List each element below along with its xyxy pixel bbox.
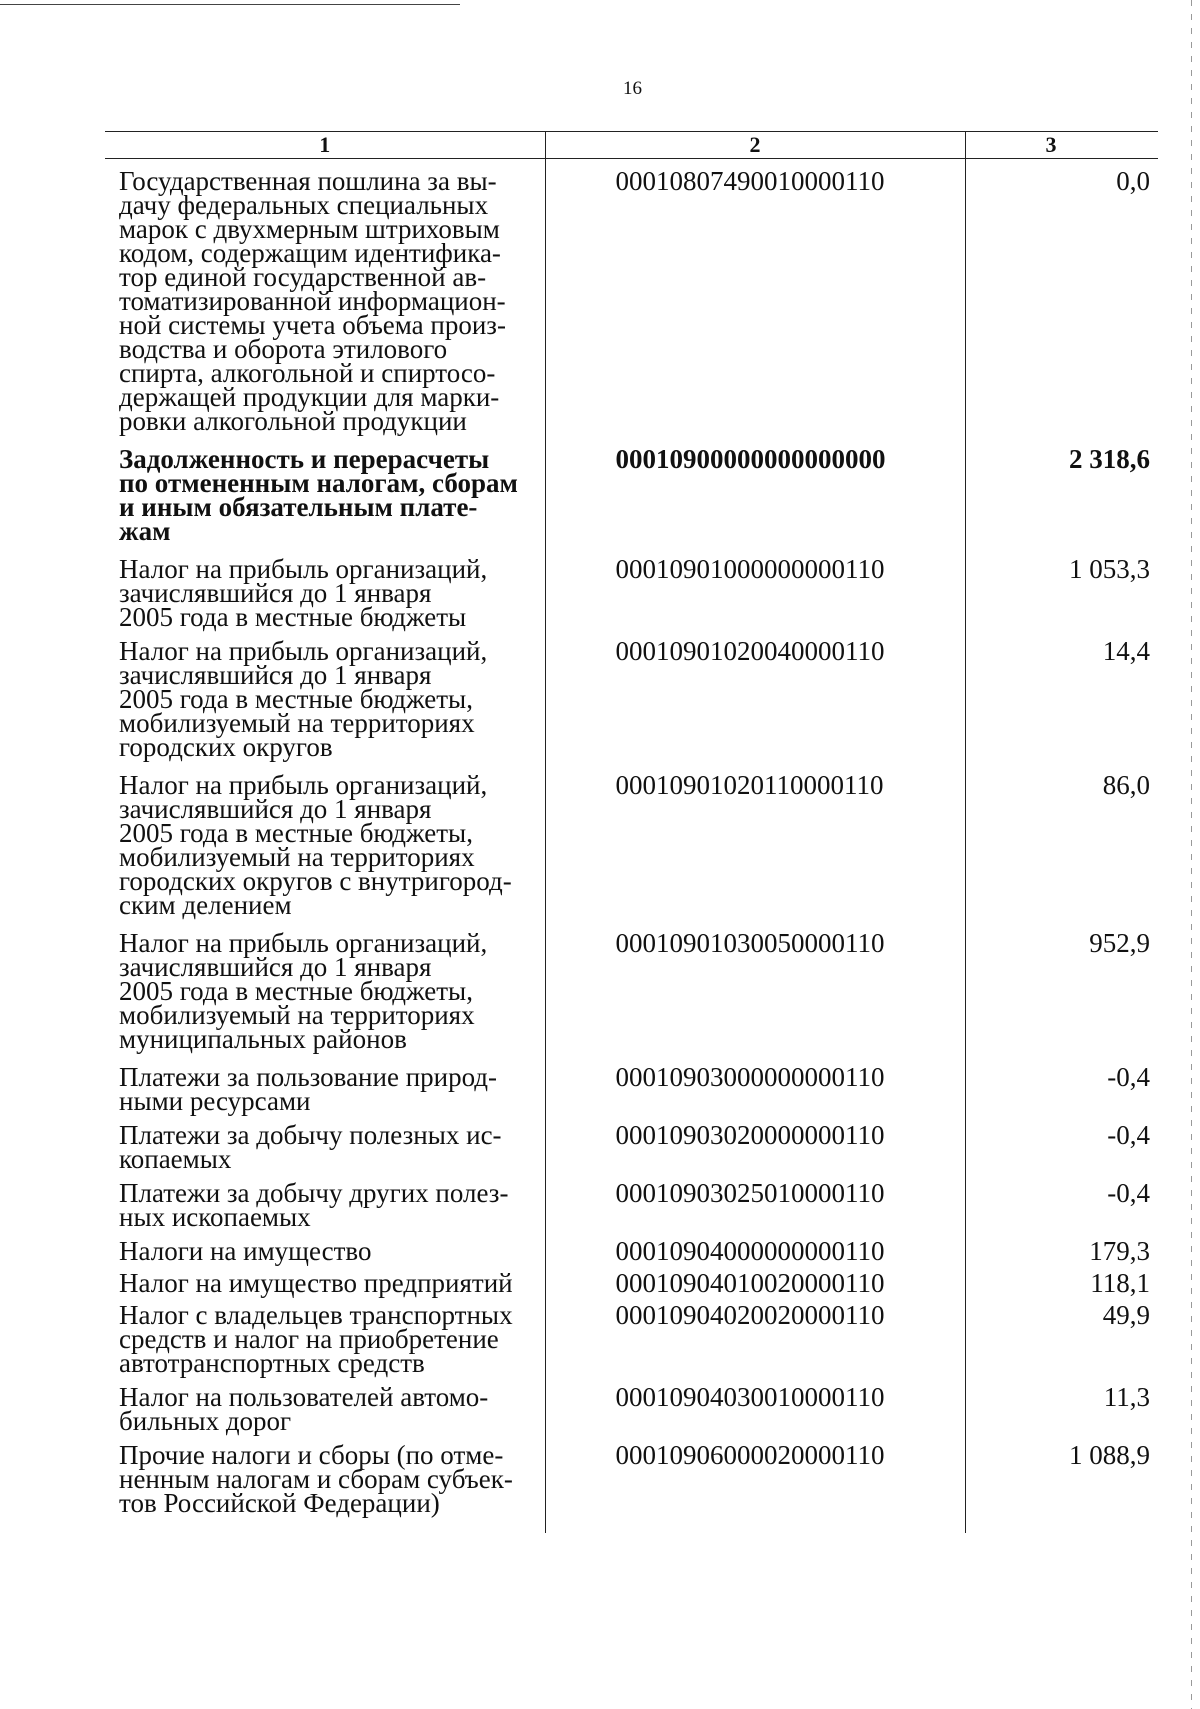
row-name-line: копаемых bbox=[119, 1144, 232, 1174]
row-name-line: муниципальных районов bbox=[119, 1024, 407, 1054]
row-name-cell bbox=[105, 1300, 545, 1385]
row-name-line: зачислявшийся до 1 января bbox=[119, 660, 432, 690]
row-value-cell: 0,0 bbox=[1116, 166, 1150, 196]
row-name-cell bbox=[105, 159, 545, 448]
row-name-line: зачислявшийся до 1 января bbox=[119, 794, 432, 824]
row-name-line: ной системы учета объема произ- bbox=[119, 310, 506, 340]
row-value-cell: 118,1 bbox=[1090, 1268, 1150, 1298]
row-name-cell bbox=[105, 554, 545, 639]
table-row bbox=[105, 931, 1158, 1065]
row-name-line: Налог на прибыль организаций, bbox=[119, 770, 488, 800]
table-row bbox=[105, 159, 1158, 448]
row-value-cell: 49,9 bbox=[1102, 1300, 1150, 1330]
table-row bbox=[105, 1303, 1158, 1385]
row-name-cell bbox=[105, 1236, 545, 1271]
row-code-cell: 00010901020040000110 bbox=[545, 639, 965, 773]
table-row bbox=[105, 773, 1158, 931]
table-row bbox=[105, 1181, 1158, 1239]
row-name-line: ровки алкогольной продукции bbox=[119, 406, 467, 436]
row-name-line: ским делением bbox=[119, 890, 292, 920]
row-name-line: Платежи за добычу других полез- bbox=[119, 1178, 509, 1208]
row-code-cell: 00010807490010000110 bbox=[545, 159, 965, 448]
row-name-line: тор единой государственной ав- bbox=[119, 262, 487, 292]
row-code-cell: 00010901000000000110 bbox=[545, 557, 965, 639]
row-name-line: жам bbox=[119, 516, 171, 546]
row-name-line: бильных дорог bbox=[119, 1406, 292, 1436]
row-name-line: ных ископаемых bbox=[119, 1202, 311, 1232]
row-name-line: Налог на прибыль организаций, bbox=[119, 554, 488, 584]
row-code-cell: 00010901020110000110 bbox=[545, 773, 965, 931]
row-name-line: кодом, содержащим идентифика- bbox=[119, 238, 501, 268]
row-name-line: Налоги на имущество bbox=[119, 1236, 372, 1266]
row-name-line: автотранспортных средств bbox=[119, 1348, 425, 1378]
table-row bbox=[105, 1385, 1158, 1443]
table-row bbox=[105, 1271, 1158, 1303]
table-row bbox=[105, 1443, 1158, 1533]
row-name-line: томатизированной информацион- bbox=[119, 286, 506, 316]
row-name-line: зачислявшийся до 1 января bbox=[119, 952, 432, 982]
row-name-line: мобилизуемый на территориях bbox=[119, 842, 475, 872]
row-name-line: дачу федеральных специальных bbox=[119, 190, 489, 220]
row-name-line: Налог на имущество предприятий bbox=[119, 1268, 513, 1298]
row-value-cell: -0,4 bbox=[1107, 1062, 1150, 1092]
row-value-cell: -0,4 bbox=[1107, 1178, 1150, 1208]
table-row bbox=[105, 1239, 1158, 1271]
row-name-line: Платежи за добычу полезных ис- bbox=[119, 1120, 502, 1150]
row-name-line: мобилизуемый на территориях bbox=[119, 708, 475, 738]
row-value-cell: -0,4 bbox=[1107, 1120, 1150, 1150]
scan-edge-top-line bbox=[0, 4, 460, 5]
row-name-cell bbox=[105, 1120, 545, 1181]
row-name-line: тов Российской Федерации) bbox=[119, 1488, 440, 1518]
row-name-line: зачислявшийся до 1 января bbox=[119, 578, 432, 608]
row-value-cell: 179,3 bbox=[1089, 1236, 1150, 1266]
row-name-line: Государственная пошлина за вы- bbox=[119, 166, 497, 196]
row-name-cell bbox=[105, 770, 545, 931]
row-name-line: 2005 года в местные бюджеты, bbox=[119, 818, 473, 848]
row-name-line: ными ресурсами bbox=[119, 1086, 311, 1116]
row-name-line: спирта, алкогольной и спиртосо- bbox=[119, 358, 496, 388]
row-code-cell: 00010903020000000110 bbox=[545, 1123, 965, 1181]
row-code-cell: 00010904000000000110 bbox=[545, 1239, 965, 1271]
scan-edge-right-line bbox=[1191, 0, 1192, 1709]
row-name-line: городских округов bbox=[119, 732, 333, 762]
column-header-1: 1 bbox=[105, 132, 545, 159]
table-row bbox=[105, 1123, 1158, 1181]
row-value-cell: 86,0 bbox=[1102, 770, 1150, 800]
row-code-cell: 00010900000000000000 bbox=[545, 447, 965, 557]
row-name-line: Задолженность и перерасчеты bbox=[119, 444, 490, 474]
row-value-cell: 11,3 bbox=[1103, 1382, 1150, 1412]
row-name-line: Налог с владельцев транспортных bbox=[119, 1300, 513, 1330]
row-code-cell: 00010904020020000110 bbox=[545, 1303, 965, 1385]
budget-table bbox=[105, 131, 1158, 1533]
row-name-line: по отмененным налогам, сборам bbox=[119, 468, 518, 498]
row-name-line: мобилизуемый на территориях bbox=[119, 1000, 475, 1030]
row-name-cell bbox=[105, 1062, 545, 1123]
row-name-line: Платежи за пользование природ- bbox=[119, 1062, 498, 1092]
table-row bbox=[105, 557, 1158, 639]
row-name-line: 2005 года в местные бюджеты, bbox=[119, 976, 473, 1006]
row-code-cell: 00010901030050000110 bbox=[545, 931, 965, 1065]
row-code-cell: 00010904010020000110 bbox=[545, 1271, 965, 1303]
page-number: 16 bbox=[623, 78, 642, 99]
row-name-line: Налог на прибыль организаций, bbox=[119, 928, 488, 958]
column-header-3: 3 bbox=[965, 132, 1158, 159]
table-header bbox=[105, 132, 1158, 159]
row-name-line: ненным налогам и сборам субъек- bbox=[119, 1464, 513, 1494]
row-value-cell: 1 088,9 bbox=[1069, 1440, 1150, 1470]
row-value-cell: 2 318,6 bbox=[1069, 444, 1150, 474]
row-value-cell: 1 053,3 bbox=[1069, 554, 1150, 584]
row-name-cell bbox=[105, 444, 545, 557]
row-code-cell: 00010904030010000110 bbox=[545, 1385, 965, 1443]
header-row bbox=[105, 132, 1158, 159]
row-name-cell bbox=[105, 1440, 545, 1533]
table-row bbox=[105, 1065, 1158, 1123]
row-value-cell: 14,4 bbox=[1102, 636, 1150, 666]
row-name-cell bbox=[105, 928, 545, 1065]
row-name-cell bbox=[105, 1178, 545, 1239]
row-name-line: Налог на пользователей автомо- bbox=[119, 1382, 489, 1412]
row-name-line: и иным обязательным плате- bbox=[119, 492, 478, 522]
table-body bbox=[105, 159, 1158, 1534]
row-code-cell: 00010903000000000110 bbox=[545, 1065, 965, 1123]
row-name-line: Налог на прибыль организаций, bbox=[119, 636, 488, 666]
column-header-2: 2 bbox=[545, 132, 965, 159]
row-name-line: марок с двухмерным штриховым bbox=[119, 214, 500, 244]
row-name-line: 2005 года в местные бюджеты bbox=[119, 602, 467, 632]
row-name-cell bbox=[105, 1268, 545, 1303]
row-code-cell: 00010903025010000110 bbox=[545, 1181, 965, 1239]
row-name-line: водства и оборота этилового bbox=[119, 334, 448, 364]
row-name-line: 2005 года в местные бюджеты, bbox=[119, 684, 473, 714]
row-value-cell: 952,9 bbox=[1089, 928, 1150, 958]
table-row bbox=[105, 447, 1158, 557]
row-name-line: держащей продукции для марки- bbox=[119, 382, 500, 412]
row-name-cell bbox=[105, 1382, 545, 1443]
row-name-line: городских округов с внутригород- bbox=[119, 866, 512, 896]
row-code-cell: 00010906000020000110 bbox=[545, 1443, 965, 1533]
row-name-cell bbox=[105, 636, 545, 773]
table-row bbox=[105, 639, 1158, 773]
row-name-line: Прочие налоги и сборы (по отме- bbox=[119, 1440, 504, 1470]
row-name-line: средств и налог на приобретение bbox=[119, 1324, 499, 1354]
